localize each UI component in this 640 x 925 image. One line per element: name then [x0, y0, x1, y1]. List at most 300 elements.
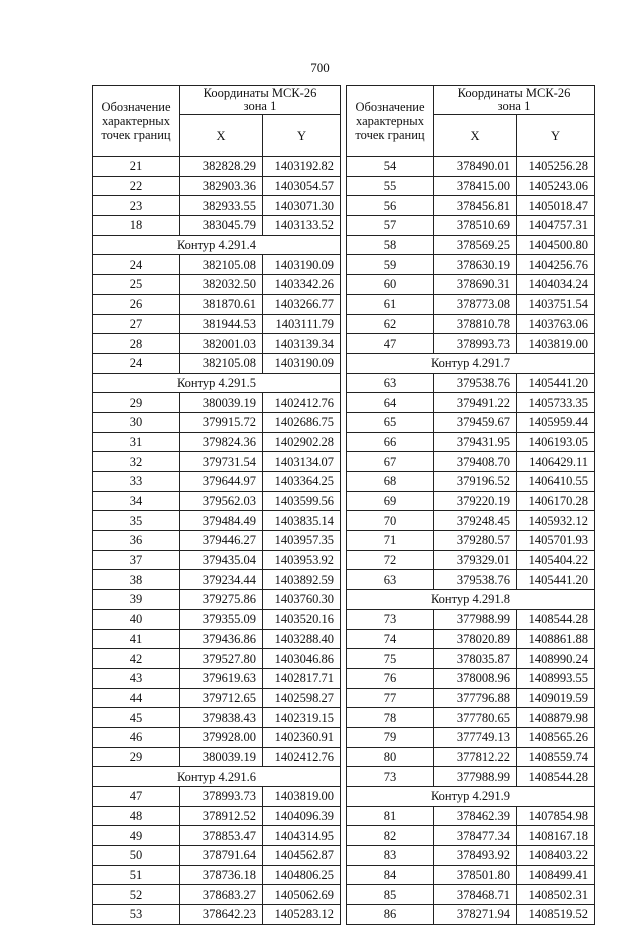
x-coordinate-cell: 378642.23 [180, 905, 263, 925]
x-coordinate-cell: 379619.63 [180, 668, 263, 688]
x-coordinate-cell: 378456.81 [434, 196, 517, 216]
point-id-cell: 65 [347, 412, 434, 432]
table-row [93, 353, 341, 373]
x-coordinate-cell: 379731.54 [180, 452, 263, 472]
table-row [347, 275, 595, 295]
y-coordinate-cell: 1404256.76 [517, 255, 595, 275]
point-id-cell: 70 [347, 511, 434, 531]
table-row [347, 314, 595, 334]
x-coordinate-cell: 377988.99 [434, 767, 517, 787]
y-coordinate-cell: 1404562.87 [263, 846, 341, 866]
table-row [93, 275, 341, 295]
table-row [93, 668, 341, 688]
x-coordinate-cell: 379838.43 [180, 708, 263, 728]
table-row [93, 590, 341, 610]
y-coordinate-cell: 1403134.07 [263, 452, 341, 472]
table-row [93, 865, 341, 885]
y-coordinate-cell: 1403751.54 [517, 294, 595, 314]
table-row [93, 629, 341, 649]
x-coordinate-cell: 379915.72 [180, 412, 263, 432]
x-coordinate-cell: 378008.96 [434, 668, 517, 688]
point-id-cell: 44 [93, 688, 180, 708]
y-coordinate-cell: 1403190.09 [263, 255, 341, 275]
x-coordinate-cell: 378630.19 [434, 255, 517, 275]
table-body [93, 157, 341, 925]
x-coordinate-cell: 377812.22 [434, 747, 517, 767]
y-coordinate-cell: 1407854.98 [517, 806, 595, 826]
coordinates-table-left [92, 85, 341, 925]
point-id-cell: 29 [93, 393, 180, 413]
x-coordinate-cell: 379644.97 [180, 472, 263, 492]
contour-label: Контур 4.291.7 [347, 353, 595, 373]
table-row [93, 708, 341, 728]
point-id-cell: 28 [93, 334, 180, 354]
table-row [347, 176, 595, 196]
table-row [347, 649, 595, 669]
point-id-cell: 51 [93, 865, 180, 885]
point-id-cell: 23 [93, 196, 180, 216]
y-coordinate-cell: 1408544.28 [517, 767, 595, 787]
table-row [93, 550, 341, 570]
table-row [347, 885, 595, 905]
point-id-cell: 36 [93, 531, 180, 551]
table-row [93, 826, 341, 846]
point-id-cell: 75 [347, 649, 434, 669]
table-row [93, 294, 341, 314]
point-id-cell: 67 [347, 452, 434, 472]
table-row [347, 393, 595, 413]
point-id-cell: 66 [347, 432, 434, 452]
y-coordinate-cell: 1406170.28 [517, 491, 595, 511]
x-coordinate-cell: 378773.08 [434, 294, 517, 314]
point-id-cell: 29 [93, 747, 180, 767]
x-coordinate-cell: 379408.70 [434, 452, 517, 472]
table-row [93, 393, 341, 413]
point-id-cell: 22 [93, 176, 180, 196]
point-designation-header: Обозначение характерных точек границ [347, 86, 434, 157]
x-coordinate-cell: 379220.19 [434, 491, 517, 511]
y-coordinate-cell: 1403111.79 [263, 314, 341, 334]
table-row [347, 708, 595, 728]
y-coordinate-cell: 1406429.11 [517, 452, 595, 472]
point-id-cell: 40 [93, 609, 180, 629]
x-coordinate-cell: 378912.52 [180, 806, 263, 826]
point-id-cell: 72 [347, 550, 434, 570]
x-coordinate-cell: 379355.09 [180, 609, 263, 629]
table-row [93, 570, 341, 590]
y-coordinate-cell: 1405959.44 [517, 412, 595, 432]
point-id-cell: 80 [347, 747, 434, 767]
point-id-cell: 34 [93, 491, 180, 511]
table-row [93, 314, 341, 334]
x-coordinate-cell: 382105.08 [180, 255, 263, 275]
y-coordinate-cell: 1403139.34 [263, 334, 341, 354]
x-coordinate-cell: 378736.18 [180, 865, 263, 885]
point-id-cell: 58 [347, 235, 434, 255]
table-row [93, 806, 341, 826]
table-row [93, 846, 341, 866]
table-row [347, 334, 595, 354]
y-coordinate-cell: 1405932.12 [517, 511, 595, 531]
contour-label: Контур 4.291.5 [93, 373, 341, 393]
table-row [347, 432, 595, 452]
point-id-cell: 86 [347, 905, 434, 925]
table-row [347, 806, 595, 826]
point-id-cell: 82 [347, 826, 434, 846]
contour-label: Контур 4.291.6 [93, 767, 341, 787]
point-id-cell: 63 [347, 570, 434, 590]
y-coordinate-cell: 1403071.30 [263, 196, 341, 216]
x-coordinate-cell: 379928.00 [180, 727, 263, 747]
table-row [93, 334, 341, 354]
point-id-cell: 50 [93, 846, 180, 866]
y-coordinate-cell: 1404314.95 [263, 826, 341, 846]
y-coordinate-cell: 1402686.75 [263, 412, 341, 432]
point-id-cell: 61 [347, 294, 434, 314]
y-coordinate-cell: 1403192.82 [263, 157, 341, 177]
point-id-cell: 84 [347, 865, 434, 885]
y-coordinate-cell: 1403288.40 [263, 629, 341, 649]
y-coordinate-cell: 1405441.20 [517, 570, 595, 590]
point-id-cell: 33 [93, 472, 180, 492]
x-coordinate-cell: 378853.47 [180, 826, 263, 846]
x-coordinate-cell: 378462.39 [434, 806, 517, 826]
contour-label: Контур 4.291.4 [93, 235, 341, 255]
point-id-cell: 59 [347, 255, 434, 275]
y-coordinate-cell: 1405701.93 [517, 531, 595, 551]
contour-label: Контур 4.291.8 [347, 590, 595, 610]
table-row [347, 826, 595, 846]
point-id-cell: 69 [347, 491, 434, 511]
x-coordinate-cell: 382828.29 [180, 157, 263, 177]
table-row [347, 216, 595, 236]
x-coordinate-cell: 379435.04 [180, 550, 263, 570]
point-id-cell: 81 [347, 806, 434, 826]
y-coordinate-cell: 1403835.14 [263, 511, 341, 531]
y-coordinate-cell: 1402412.76 [263, 747, 341, 767]
y-coordinate-cell: 1405256.28 [517, 157, 595, 177]
x-coordinate-cell: 378683.27 [180, 885, 263, 905]
x-coordinate-cell: 379329.01 [434, 550, 517, 570]
table-row [93, 511, 341, 531]
x-coordinate-cell: 377780.65 [434, 708, 517, 728]
point-id-cell: 63 [347, 373, 434, 393]
x-coordinate-cell: 379491.22 [434, 393, 517, 413]
table-row [93, 885, 341, 905]
contour-heading-row [347, 787, 595, 807]
table-body [347, 157, 595, 925]
point-id-cell: 62 [347, 314, 434, 334]
contour-label: Контур 4.291.9 [347, 787, 595, 807]
y-coordinate-cell: 1403819.00 [263, 787, 341, 807]
table-row [347, 255, 595, 275]
point-id-cell: 55 [347, 176, 434, 196]
table-row [93, 905, 341, 925]
point-id-cell: 47 [347, 334, 434, 354]
point-id-cell: 24 [93, 255, 180, 275]
x-coordinate-cell: 379248.45 [434, 511, 517, 531]
x-coordinate-cell: 380039.19 [180, 393, 263, 413]
y-coordinate-cell: 1403266.77 [263, 294, 341, 314]
x-coordinate-cell: 379196.52 [434, 472, 517, 492]
y-column-header: Y [263, 115, 341, 157]
y-coordinate-cell: 1402902.28 [263, 432, 341, 452]
y-coordinate-cell: 1405441.20 [517, 373, 595, 393]
y-coordinate-cell: 1408502.31 [517, 885, 595, 905]
contour-heading-row [347, 590, 595, 610]
point-id-cell: 46 [93, 727, 180, 747]
y-coordinate-cell: 1408544.28 [517, 609, 595, 629]
table-row [347, 747, 595, 767]
y-coordinate-cell: 1402319.15 [263, 708, 341, 728]
y-column-header: Y [517, 115, 595, 157]
x-coordinate-cell: 382001.03 [180, 334, 263, 354]
x-coordinate-cell: 378791.64 [180, 846, 263, 866]
x-coordinate-cell: 379431.95 [434, 432, 517, 452]
page-number: 700 [310, 60, 330, 75]
y-coordinate-cell: 1408861.88 [517, 629, 595, 649]
x-coordinate-cell: 378020.89 [434, 629, 517, 649]
y-coordinate-cell: 1403520.16 [263, 609, 341, 629]
y-coordinate-cell: 1404034.24 [517, 275, 595, 295]
x-coordinate-cell: 378490.01 [434, 157, 517, 177]
table-row [347, 412, 595, 432]
point-designation-header: Обозначение характерных точек границ [93, 86, 180, 157]
point-id-cell: 52 [93, 885, 180, 905]
point-id-cell: 38 [93, 570, 180, 590]
point-id-cell: 76 [347, 668, 434, 688]
x-coordinate-cell: 378690.31 [434, 275, 517, 295]
coordinates-table-right [346, 85, 595, 925]
y-coordinate-cell: 1402360.91 [263, 727, 341, 747]
y-coordinate-cell: 1404500.80 [517, 235, 595, 255]
y-coordinate-cell: 1408167.18 [517, 826, 595, 846]
y-coordinate-cell: 1403342.26 [263, 275, 341, 295]
table-row [347, 609, 595, 629]
y-coordinate-cell: 1404096.39 [263, 806, 341, 826]
table-row [347, 373, 595, 393]
x-coordinate-cell: 378810.78 [434, 314, 517, 334]
y-coordinate-cell: 1405404.22 [517, 550, 595, 570]
x-coordinate-cell: 379446.27 [180, 531, 263, 551]
point-id-cell: 74 [347, 629, 434, 649]
table-row [347, 157, 595, 177]
table-row [93, 649, 341, 669]
x-coordinate-cell: 379527.80 [180, 649, 263, 669]
coordinates-system-header: Координаты МСК-26 зона 1 [434, 86, 595, 115]
x-column-header: X [434, 115, 517, 157]
contour-heading-row [93, 373, 341, 393]
x-coordinate-cell: 378035.87 [434, 649, 517, 669]
y-coordinate-cell: 1406410.55 [517, 472, 595, 492]
y-coordinate-cell: 1408990.24 [517, 649, 595, 669]
y-coordinate-cell: 1405283.12 [263, 905, 341, 925]
table-row [93, 412, 341, 432]
x-coordinate-cell: 382933.55 [180, 196, 263, 216]
point-id-cell: 27 [93, 314, 180, 334]
x-coordinate-cell: 378493.92 [434, 846, 517, 866]
point-id-cell: 42 [93, 649, 180, 669]
point-id-cell: 54 [347, 157, 434, 177]
table-row [347, 472, 595, 492]
point-id-cell: 78 [347, 708, 434, 728]
x-coordinate-cell: 379538.76 [434, 373, 517, 393]
x-coordinate-cell: 379436.86 [180, 629, 263, 649]
y-coordinate-cell: 1406193.05 [517, 432, 595, 452]
table-row [347, 727, 595, 747]
x-coordinate-cell: 378501.80 [434, 865, 517, 885]
point-id-cell: 43 [93, 668, 180, 688]
point-id-cell: 83 [347, 846, 434, 866]
point-id-cell: 73 [347, 609, 434, 629]
point-id-cell: 49 [93, 826, 180, 846]
table-row [93, 196, 341, 216]
table-row [347, 511, 595, 531]
y-coordinate-cell: 1408559.74 [517, 747, 595, 767]
y-coordinate-cell: 1404757.31 [517, 216, 595, 236]
x-coordinate-cell: 378993.73 [180, 787, 263, 807]
y-coordinate-cell: 1403054.57 [263, 176, 341, 196]
point-id-cell: 30 [93, 412, 180, 432]
table-row [93, 727, 341, 747]
x-coordinate-cell: 381870.61 [180, 294, 263, 314]
point-id-cell: 32 [93, 452, 180, 472]
coordinates-system-header: Координаты МСК-26 зона 1 [180, 86, 341, 115]
x-coordinate-cell: 379824.36 [180, 432, 263, 452]
point-id-cell: 26 [93, 294, 180, 314]
point-id-cell: 71 [347, 531, 434, 551]
x-coordinate-cell: 378415.00 [434, 176, 517, 196]
table-row [347, 668, 595, 688]
y-coordinate-cell: 1403133.52 [263, 216, 341, 236]
point-id-cell: 41 [93, 629, 180, 649]
x-coordinate-cell: 379484.49 [180, 511, 263, 531]
y-coordinate-cell: 1402817.71 [263, 668, 341, 688]
table-row [93, 157, 341, 177]
y-coordinate-cell: 1404806.25 [263, 865, 341, 885]
point-id-cell: 21 [93, 157, 180, 177]
point-id-cell: 85 [347, 885, 434, 905]
x-coordinate-cell: 380039.19 [180, 747, 263, 767]
table-row [93, 688, 341, 708]
y-coordinate-cell: 1403190.09 [263, 353, 341, 373]
x-coordinate-cell: 382903.36 [180, 176, 263, 196]
table-row [93, 787, 341, 807]
y-coordinate-cell: 1402412.76 [263, 393, 341, 413]
point-id-cell: 25 [93, 275, 180, 295]
table-row [347, 452, 595, 472]
point-id-cell: 77 [347, 688, 434, 708]
y-coordinate-cell: 1403763.06 [517, 314, 595, 334]
table-row [93, 432, 341, 452]
point-id-cell: 64 [347, 393, 434, 413]
x-coordinate-cell: 379712.65 [180, 688, 263, 708]
table-row [93, 472, 341, 492]
y-coordinate-cell: 1408519.52 [517, 905, 595, 925]
table-row [93, 176, 341, 196]
table-row [347, 531, 595, 551]
point-id-cell: 68 [347, 472, 434, 492]
table-row [347, 688, 595, 708]
table-row [93, 491, 341, 511]
table-row [347, 491, 595, 511]
x-coordinate-cell: 378271.94 [434, 905, 517, 925]
point-id-cell: 31 [93, 432, 180, 452]
y-coordinate-cell: 1408879.98 [517, 708, 595, 728]
x-coordinate-cell: 378569.25 [434, 235, 517, 255]
point-id-cell: 24 [93, 353, 180, 373]
x-coordinate-cell: 378510.69 [434, 216, 517, 236]
x-coordinate-cell: 379275.86 [180, 590, 263, 610]
table-row [93, 452, 341, 472]
y-coordinate-cell: 1408499.41 [517, 865, 595, 885]
x-coordinate-cell: 383045.79 [180, 216, 263, 236]
table-row [347, 294, 595, 314]
point-id-cell: 18 [93, 216, 180, 236]
x-coordinate-cell: 379459.67 [434, 412, 517, 432]
x-coordinate-cell: 378468.71 [434, 885, 517, 905]
y-coordinate-cell: 1409019.59 [517, 688, 595, 708]
point-id-cell: 57 [347, 216, 434, 236]
point-id-cell: 53 [93, 905, 180, 925]
table-row [347, 196, 595, 216]
y-coordinate-cell: 1403819.00 [517, 334, 595, 354]
point-id-cell: 35 [93, 511, 180, 531]
table-row [347, 865, 595, 885]
point-id-cell: 48 [93, 806, 180, 826]
table-row [93, 747, 341, 767]
table-row [347, 550, 595, 570]
table-row [93, 531, 341, 551]
y-coordinate-cell: 1403046.86 [263, 649, 341, 669]
contour-heading-row [347, 353, 595, 373]
point-id-cell: 39 [93, 590, 180, 610]
x-coordinate-cell: 377749.13 [434, 727, 517, 747]
table-row [347, 846, 595, 866]
point-id-cell: 79 [347, 727, 434, 747]
y-coordinate-cell: 1408403.22 [517, 846, 595, 866]
x-coordinate-cell: 381944.53 [180, 314, 263, 334]
y-coordinate-cell: 1405733.35 [517, 393, 595, 413]
point-id-cell: 37 [93, 550, 180, 570]
point-id-cell: 73 [347, 767, 434, 787]
table-row [347, 570, 595, 590]
y-coordinate-cell: 1408993.55 [517, 668, 595, 688]
table-row [347, 767, 595, 787]
y-coordinate-cell: 1403599.56 [263, 491, 341, 511]
x-coordinate-cell: 377988.99 [434, 609, 517, 629]
x-coordinate-cell: 382105.08 [180, 353, 263, 373]
table-row [347, 629, 595, 649]
point-id-cell: 47 [93, 787, 180, 807]
y-coordinate-cell: 1405243.06 [517, 176, 595, 196]
x-coordinate-cell: 378993.73 [434, 334, 517, 354]
y-coordinate-cell: 1405062.69 [263, 885, 341, 905]
x-coordinate-cell: 379280.57 [434, 531, 517, 551]
y-coordinate-cell: 1403953.92 [263, 550, 341, 570]
point-id-cell: 60 [347, 275, 434, 295]
table-row [347, 235, 595, 255]
x-coordinate-cell: 379234.44 [180, 570, 263, 590]
y-coordinate-cell: 1403760.30 [263, 590, 341, 610]
contour-heading-row [93, 235, 341, 255]
x-coordinate-cell: 378477.34 [434, 826, 517, 846]
table-row [93, 216, 341, 236]
y-coordinate-cell: 1403957.35 [263, 531, 341, 551]
y-coordinate-cell: 1408565.26 [517, 727, 595, 747]
x-coordinate-cell: 379538.76 [434, 570, 517, 590]
x-column-header: X [180, 115, 263, 157]
